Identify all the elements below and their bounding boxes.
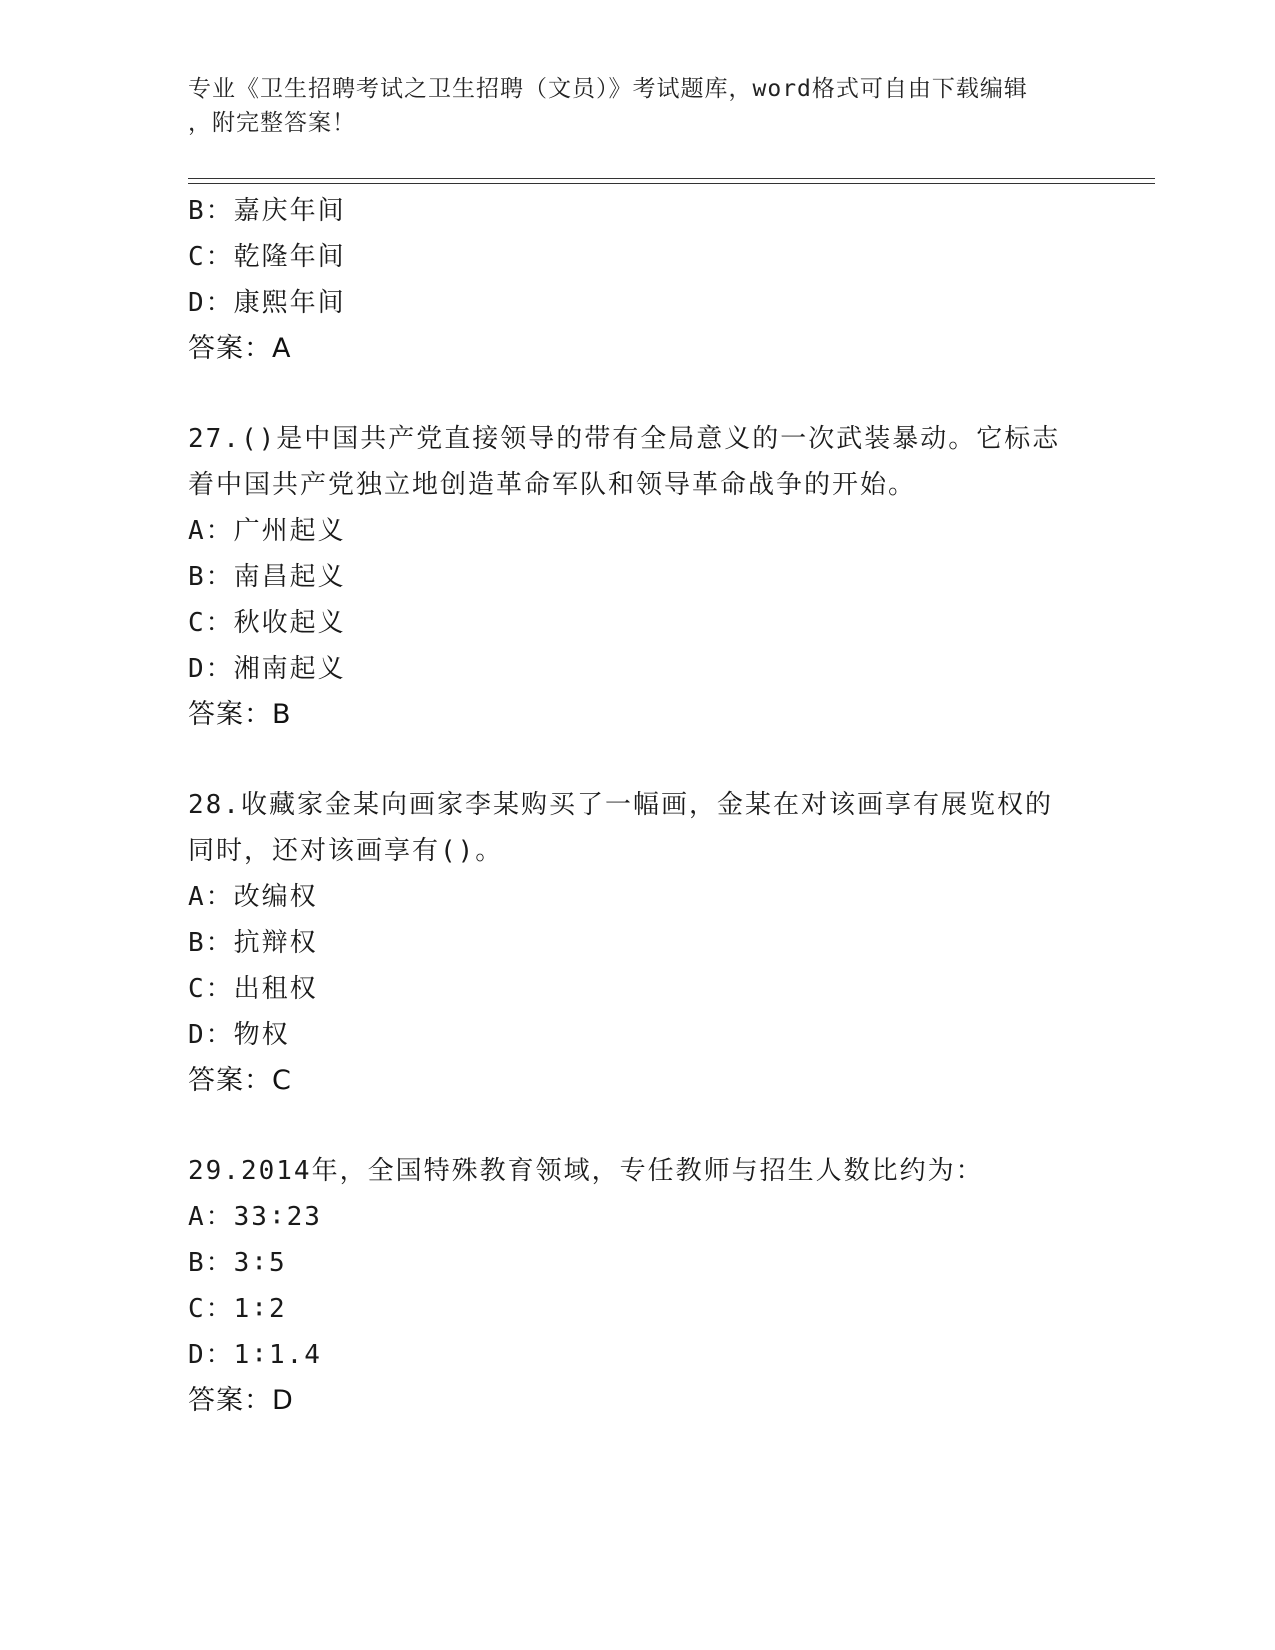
- spacer: [188, 1104, 1088, 1148]
- spacer: [188, 738, 1088, 782]
- question-stem-line: 29.2014年，全国特殊教育领域，专任教师与招生人数比约为：: [188, 1156, 984, 1186]
- header-line-1: 专业《卫生招聘考试之卫生招聘（文员）》考试题库，word格式可自由下载编辑: [188, 76, 1028, 102]
- document-header: [188, 72, 1088, 140]
- option-c: C：出租权: [188, 974, 318, 1004]
- option-a: A：33∶23: [188, 1202, 322, 1232]
- option-d: D：1∶1.4: [188, 1340, 322, 1370]
- option-b: B：嘉庆年间: [188, 196, 346, 226]
- question-stem-line: 着中国共产党独立地创造革命军队和领导革命战争的开始。: [188, 470, 917, 500]
- question-block: [188, 1148, 1088, 1424]
- question-block: [188, 416, 1088, 738]
- question-block: [188, 188, 1088, 372]
- header-divider-bottom: [188, 183, 1155, 184]
- option-b: B：3∶5: [188, 1248, 287, 1278]
- option-c: C：乾隆年间: [188, 242, 346, 272]
- header-line-2: ，附完整答案！: [188, 110, 356, 136]
- option-c: C：秋收起义: [188, 608, 346, 638]
- question-list: [188, 188, 1088, 1424]
- question-stem-line: 同时，还对该画享有()。: [188, 836, 504, 866]
- option-d: D：物权: [188, 1020, 290, 1050]
- option-a: A：改编权: [188, 882, 318, 912]
- option-d: D：康熙年间: [188, 288, 346, 318]
- option-b: B：南昌起义: [188, 562, 346, 592]
- question-stem-line: 28.收藏家金某向画家李某购买了一幅画，金某在对该画享有展览权的: [188, 790, 1053, 820]
- header-divider-top: [188, 178, 1155, 179]
- answer-line: 答案：D: [188, 1385, 294, 1416]
- question-stem-line: 27.()是中国共产党直接领导的带有全局意义的一次武装暴动。它标志: [188, 424, 1061, 454]
- answer-line: 答案：C: [188, 1065, 292, 1096]
- spacer: [188, 372, 1088, 416]
- option-d: D：湘南起义: [188, 654, 346, 684]
- option-c: C：1∶2: [188, 1294, 287, 1324]
- answer-line: 答案：B: [188, 699, 292, 730]
- question-block: [188, 782, 1088, 1104]
- option-a: A：广州起义: [188, 516, 346, 546]
- answer-line: 答案：A: [188, 333, 292, 364]
- option-b: B：抗辩权: [188, 928, 318, 958]
